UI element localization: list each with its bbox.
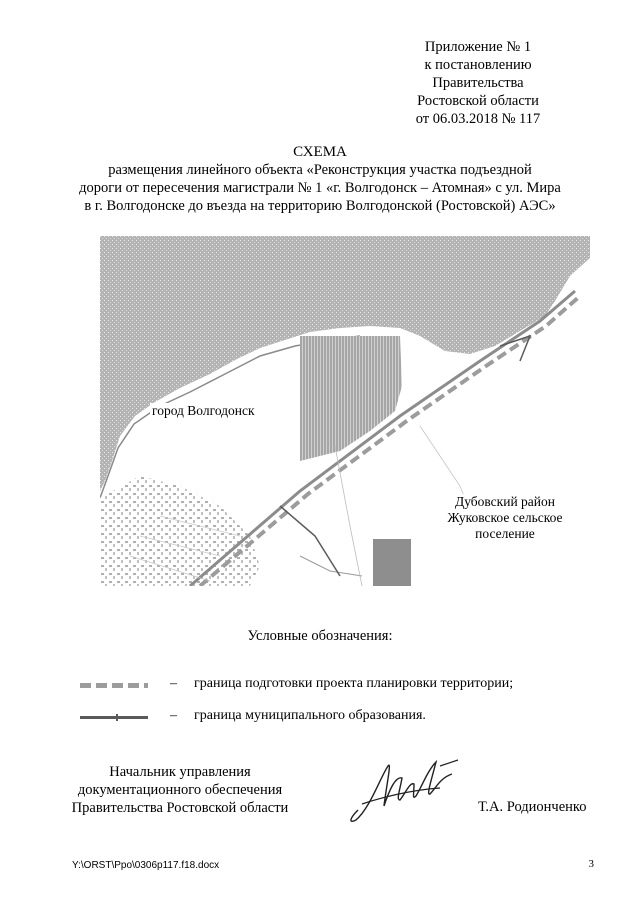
legend-title: Условные обозначения:: [247, 628, 393, 644]
legend-item-municipal-boundary: [80, 708, 600, 728]
solid-line-symbol: [80, 716, 148, 719]
district-label: [430, 494, 580, 542]
title-line: дороги от пересечения магистрали № 1 «г. Волгодонск – Атомная» с ул. Мира: [79, 180, 561, 196]
annex-line: от 06.03.2018 № 117: [415, 111, 541, 127]
file-path: Y:\ORST\Ppo\0306p117.f18.docx: [72, 860, 220, 871]
signer-line: Правительства Ростовской области: [71, 800, 289, 816]
legend-dash: –: [170, 676, 177, 691]
district-line: поселение: [475, 526, 535, 541]
city-label: город Волгодонск: [152, 403, 255, 418]
signer-name: Т.А. Родионченко: [478, 799, 587, 815]
legend-text: граница муниципального образования.: [194, 708, 426, 723]
title-line: в г. Волгодонске до въезда на территорию Волгодонской (Ростовской) АЭС»: [84, 198, 556, 214]
handwritten-signature: [340, 748, 460, 828]
annex-line: Приложение № 1: [424, 39, 532, 55]
legend-text: граница подготовки проекта планировки территории;: [194, 676, 514, 691]
signer-position: [60, 763, 300, 817]
annex-line: Правительства: [432, 75, 524, 91]
annex-line: Ростовской области: [417, 93, 539, 109]
dashed-line-symbol: [80, 683, 148, 688]
page-number: 3: [588, 858, 594, 870]
scheme-map: [100, 236, 590, 586]
document-title: [70, 143, 570, 215]
annex-line: к постановлению: [424, 57, 532, 73]
signer-line: документационного обеспечения: [77, 782, 283, 798]
legend-dash: –: [170, 708, 177, 723]
signer-line: Начальник управления: [109, 764, 251, 780]
district-line: Дубовский район: [454, 494, 555, 509]
annex-block: [388, 38, 568, 128]
title-heading: СХЕМА: [293, 144, 347, 160]
legend-item-project-boundary: [80, 676, 600, 696]
district-line: Жуковское сельское: [447, 510, 563, 525]
plant-site: [373, 539, 411, 586]
title-line: размещения линейного объекта «Реконструкция участка подъездной: [108, 162, 532, 178]
